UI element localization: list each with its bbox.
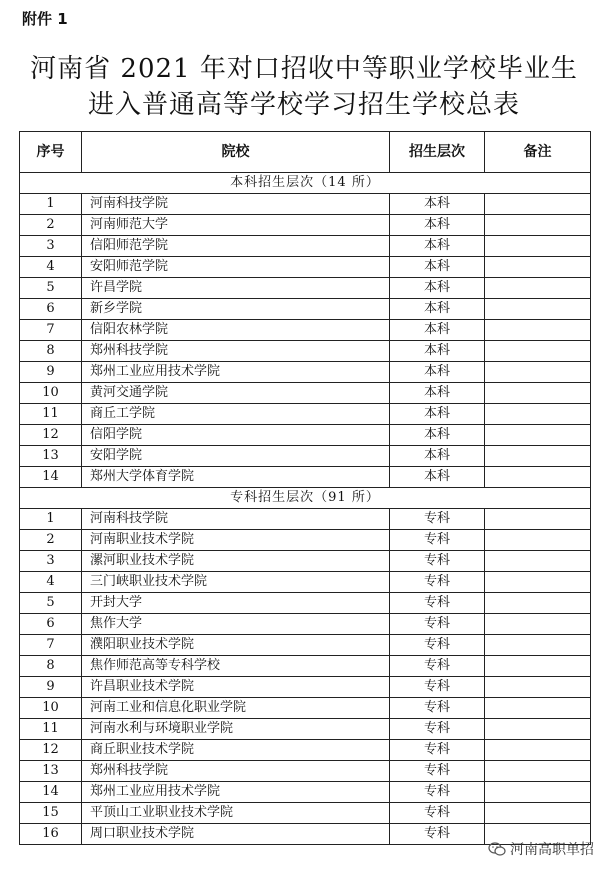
row-level: 本科 [390, 425, 485, 446]
row-school: 商丘工学院 [82, 404, 390, 425]
row-note [485, 656, 591, 677]
table-row [20, 614, 591, 635]
row-number: 4 [20, 572, 82, 593]
row-school: 郑州工业应用技术学院 [82, 362, 390, 383]
table-row [20, 341, 591, 362]
row-number: 5 [20, 278, 82, 299]
table-header-row [20, 132, 591, 173]
row-note [485, 194, 591, 215]
row-level: 本科 [390, 320, 485, 341]
row-level: 专科 [390, 740, 485, 761]
row-school: 许昌职业技术学院 [82, 677, 390, 698]
row-school: 三门峡职业技术学院 [82, 572, 390, 593]
row-school: 周口职业技术学院 [82, 824, 390, 845]
row-number: 16 [20, 824, 82, 845]
table-row [20, 446, 591, 467]
school-table [19, 131, 591, 845]
table-row [20, 236, 591, 257]
row-school: 河南水利与环境职业学院 [82, 719, 390, 740]
row-note [485, 719, 591, 740]
row-level: 本科 [390, 467, 485, 488]
row-level: 专科 [390, 761, 485, 782]
row-number: 4 [20, 257, 82, 278]
row-number: 2 [20, 530, 82, 551]
row-number: 13 [20, 761, 82, 782]
row-note [485, 425, 591, 446]
row-level: 专科 [390, 803, 485, 824]
row-school: 开封大学 [82, 593, 390, 614]
row-note [485, 551, 591, 572]
row-school: 许昌学院 [82, 278, 390, 299]
row-number: 9 [20, 362, 82, 383]
row-note [485, 761, 591, 782]
row-number: 6 [20, 614, 82, 635]
table-row [20, 593, 591, 614]
row-number: 15 [20, 803, 82, 824]
row-number: 2 [20, 215, 82, 236]
row-school: 平顶山工业职业技术学院 [82, 803, 390, 824]
row-number: 11 [20, 719, 82, 740]
header-no: 序号 [20, 132, 82, 173]
table-row [20, 467, 591, 488]
row-school: 河南科技学院 [82, 194, 390, 215]
row-note [485, 320, 591, 341]
row-note [485, 362, 591, 383]
row-level: 本科 [390, 257, 485, 278]
row-school: 漯河职业技术学院 [82, 551, 390, 572]
row-school: 郑州科技学院 [82, 341, 390, 362]
table-row [20, 362, 591, 383]
row-note [485, 383, 591, 404]
row-school: 郑州工业应用技术学院 [82, 782, 390, 803]
row-note [485, 236, 591, 257]
table-row [20, 803, 591, 824]
row-note [485, 530, 591, 551]
row-number: 10 [20, 383, 82, 404]
row-level: 本科 [390, 299, 485, 320]
row-level: 本科 [390, 194, 485, 215]
wechat-icon [488, 842, 506, 856]
row-number: 5 [20, 593, 82, 614]
row-number: 8 [20, 656, 82, 677]
row-note [485, 740, 591, 761]
row-level: 专科 [390, 551, 485, 572]
row-level: 专科 [390, 572, 485, 593]
row-note [485, 509, 591, 530]
row-level: 本科 [390, 236, 485, 257]
section-heading: 专科招生层次（91 所） [20, 488, 591, 509]
row-number: 9 [20, 677, 82, 698]
row-number: 1 [20, 194, 82, 215]
document-title-line-1: 河南省 2021 年对口招收中等职业学校毕业生 [30, 54, 578, 84]
row-level: 专科 [390, 677, 485, 698]
row-level: 本科 [390, 278, 485, 299]
row-note [485, 614, 591, 635]
row-level: 专科 [390, 698, 485, 719]
row-note [485, 446, 591, 467]
row-school: 信阳师范学院 [82, 236, 390, 257]
row-school: 郑州科技学院 [82, 761, 390, 782]
table-row [20, 425, 591, 446]
table-row [20, 299, 591, 320]
row-school: 安阳师范学院 [82, 257, 390, 278]
row-number: 12 [20, 740, 82, 761]
watermark [488, 839, 594, 859]
table-row [20, 782, 591, 803]
table-row [20, 215, 591, 236]
row-level: 本科 [390, 446, 485, 467]
row-level: 专科 [390, 614, 485, 635]
row-level: 本科 [390, 341, 485, 362]
row-level: 本科 [390, 362, 485, 383]
row-note [485, 782, 591, 803]
table-row [20, 740, 591, 761]
table-row [20, 530, 591, 551]
row-level: 专科 [390, 824, 485, 845]
row-number: 8 [20, 341, 82, 362]
row-note [485, 593, 591, 614]
row-school: 濮阳职业技术学院 [82, 635, 390, 656]
row-school: 信阳学院 [82, 425, 390, 446]
row-number: 7 [20, 320, 82, 341]
section-heading-row [20, 488, 591, 509]
section-heading: 本科招生层次（14 所） [20, 173, 591, 194]
attachment-label: 附件 1 [22, 10, 68, 28]
row-number: 3 [20, 551, 82, 572]
row-level: 专科 [390, 656, 485, 677]
row-school: 郑州大学体育学院 [82, 467, 390, 488]
row-number: 12 [20, 425, 82, 446]
table-row [20, 509, 591, 530]
row-level: 专科 [390, 593, 485, 614]
row-number: 14 [20, 782, 82, 803]
row-number: 11 [20, 404, 82, 425]
row-note [485, 404, 591, 425]
row-level: 专科 [390, 509, 485, 530]
row-note [485, 278, 591, 299]
table-body [20, 173, 591, 845]
row-note [485, 257, 591, 278]
row-note [485, 215, 591, 236]
row-number: 3 [20, 236, 82, 257]
table-row [20, 761, 591, 782]
header-note: 备注 [485, 132, 591, 173]
row-school: 河南工业和信息化职业学院 [82, 698, 390, 719]
document-title-line-2: 进入普通高等学校学习招生学校总表 [87, 90, 520, 120]
row-level: 本科 [390, 404, 485, 425]
table-row [20, 719, 591, 740]
table-row [20, 656, 591, 677]
row-level: 本科 [390, 215, 485, 236]
header-level: 招生层次 [390, 132, 485, 173]
row-note [485, 803, 591, 824]
row-note [485, 698, 591, 719]
row-note [485, 467, 591, 488]
row-school: 河南科技学院 [82, 509, 390, 530]
row-number: 7 [20, 635, 82, 656]
row-note [485, 299, 591, 320]
table-row [20, 383, 591, 404]
row-school: 新乡学院 [82, 299, 390, 320]
row-school: 安阳学院 [82, 446, 390, 467]
table-row [20, 698, 591, 719]
row-note [485, 341, 591, 362]
table-row [20, 257, 591, 278]
table-row [20, 551, 591, 572]
row-number: 1 [20, 509, 82, 530]
row-school: 信阳农林学院 [82, 320, 390, 341]
row-number: 13 [20, 446, 82, 467]
row-level: 专科 [390, 782, 485, 803]
table-row [20, 404, 591, 425]
row-number: 10 [20, 698, 82, 719]
row-number: 14 [20, 467, 82, 488]
table-row [20, 320, 591, 341]
table-row [20, 635, 591, 656]
table-row [20, 194, 591, 215]
row-number: 6 [20, 299, 82, 320]
row-level: 本科 [390, 383, 485, 404]
table-row [20, 278, 591, 299]
row-note [485, 635, 591, 656]
section-heading-row [20, 173, 591, 194]
row-school: 河南师范大学 [82, 215, 390, 236]
row-school: 河南职业技术学院 [82, 530, 390, 551]
row-note [485, 572, 591, 593]
row-level: 专科 [390, 635, 485, 656]
row-school: 商丘职业技术学院 [82, 740, 390, 761]
watermark-text: 河南高职单招 [510, 842, 594, 858]
row-level: 专科 [390, 719, 485, 740]
row-school: 黄河交通学院 [82, 383, 390, 404]
row-note [485, 677, 591, 698]
row-level: 专科 [390, 530, 485, 551]
header-school: 院校 [82, 132, 390, 173]
row-school: 焦作大学 [82, 614, 390, 635]
table-row [20, 677, 591, 698]
table-row [20, 572, 591, 593]
row-school: 焦作师范高等专科学校 [82, 656, 390, 677]
